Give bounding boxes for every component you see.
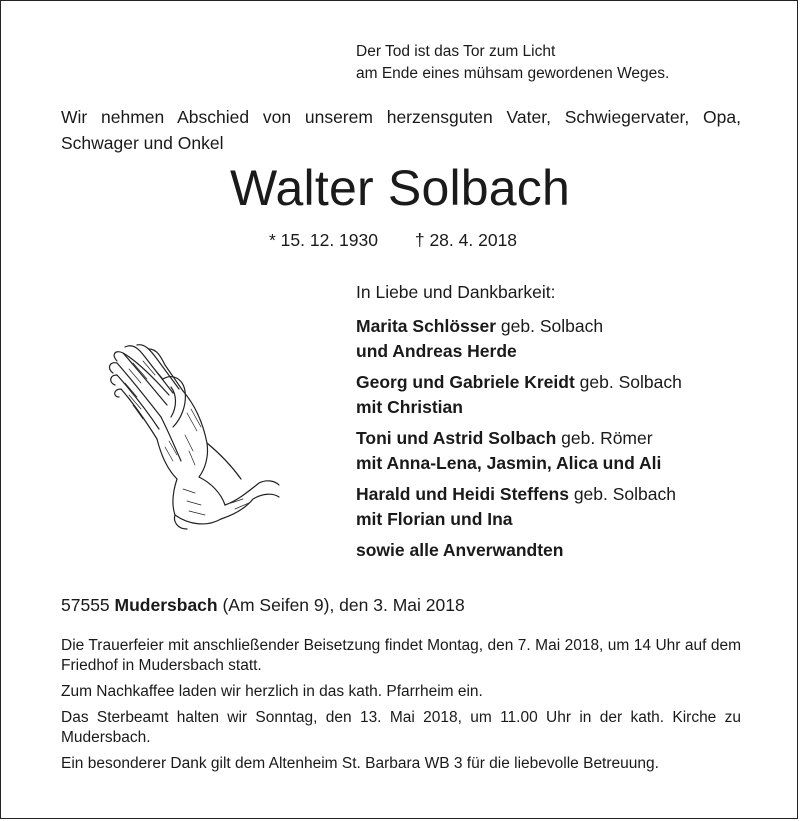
town-name: Mudersbach xyxy=(114,595,218,615)
mourner-suffix: geb. Solbach xyxy=(574,372,682,392)
mourners-closing xyxy=(356,538,682,563)
note-paragraph: Das Sterbeamt halten wir Sonntag, den 13. Mai 2018, um 11.00 Uhr in der kath. Kirche zu Mudersbach. xyxy=(61,709,741,746)
mourners-closing-text: sowie alle Anverwandten xyxy=(356,540,564,560)
praying-hands-icon xyxy=(103,343,281,531)
motto-quote xyxy=(356,41,669,85)
mourner-line-2: mit Anna-Lena, Jasmin, Alica und Ali xyxy=(356,453,662,473)
mourner-group xyxy=(356,370,682,420)
place-and-date xyxy=(61,592,465,618)
mourner-suffix: geb. Solbach xyxy=(568,484,676,504)
note-paragraph: Zum Nachkaffee laden wir herzlich in das kath. Pfarrheim ein. xyxy=(61,683,483,700)
mourner-suffix: geb. Römer xyxy=(556,428,653,448)
mourner-line-2: mit Florian und Ina xyxy=(356,509,513,529)
motto-line-1: Der Tod ist das Tor zum Licht xyxy=(356,43,556,60)
motto-line-2: am Ende eines mühsam gewordenen Weges. xyxy=(356,65,670,82)
mourners-list xyxy=(356,280,682,569)
mourner-name: Marita Schlösser xyxy=(356,316,497,336)
mourner-line-2: und Andreas Herde xyxy=(356,341,517,361)
mourner-name: Harald und Heidi Steffens xyxy=(356,484,569,504)
deceased-name: Walter Solbach xyxy=(230,160,570,216)
mourner-group xyxy=(356,426,682,476)
birth-date: * 15. 12. 1930 xyxy=(269,230,378,250)
mourners-heading: In Liebe und Dankbarkeit: xyxy=(356,282,556,302)
mourner-name: Toni und Astrid Solbach xyxy=(356,428,557,448)
mourner-group xyxy=(356,314,682,364)
mourner-line-2: mit Christian xyxy=(356,397,463,417)
address-and-date: (Am Seifen 9), den 3. Mai 2018 xyxy=(217,595,465,615)
mourner-name: Georg und Gabriele Kreidt xyxy=(356,372,575,392)
note-paragraph: Ein besonderer Dank gilt dem Altenheim St. Barbara WB 3 für die liebevolle Betreuung. xyxy=(61,755,659,772)
postal-code: 57555 xyxy=(61,595,115,615)
life-dates xyxy=(269,228,517,252)
funeral-notes xyxy=(61,636,741,780)
death-date: † 28. 4. 2018 xyxy=(414,230,518,250)
mourner-group xyxy=(356,482,682,532)
note-paragraph: Die Trauerfeier mit anschließender Beisetzung findet Montag, den 7. Mai 2018, um 14 Uhr auf dem Friedhof in Mudersbach statt. xyxy=(61,637,741,674)
intro-text: Wir nehmen Abschied von unserem herzensguten Vater, Schwiegervater, Opa, Schwager und Onkel xyxy=(61,107,741,153)
mourner-suffix: geb. Solbach xyxy=(496,316,604,336)
